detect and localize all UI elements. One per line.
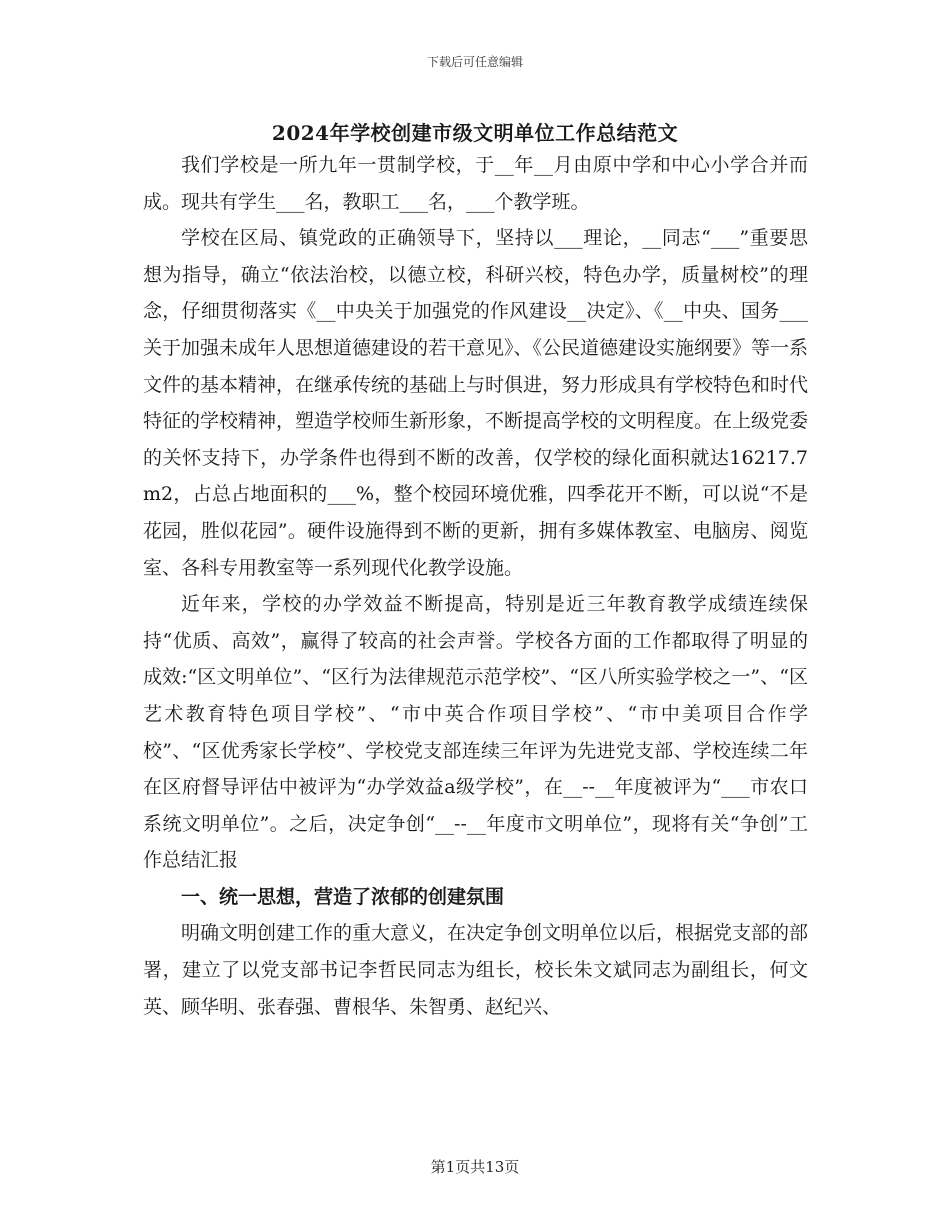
section-heading: 一、统一思想，营造了浓郁的创建氛围: [181, 885, 505, 908]
paragraph-intro: 我们学校是一所九年一贯制学校，于__年__月由原中学和中心小学合并而成。现共有学生___名，教职工___名，___个教学班。: [143, 154, 808, 213]
paragraph-section-1: 明确文明创建工作的重大意义，在决定争创文明单位以后，根据党支部的部署，建立了以党支部书记李哲民同志为组长，校长朱文斌同志为副组长，何文英、顾华明、张春强、曹根华、朱智勇、赵纪兴、: [143, 922, 809, 1018]
document-body: [143, 147, 808, 1025]
paragraph-leadership: 学校在区局、镇党政的正确领导下，坚持以___理论，__同志“___”重要思想为指导，确立“依法治校，以德立校，科研兴校，特色办学，质量树校”的理念，仔细贯彻落实《__中央关于加强党的作风建设__决定》、《__中央、国务___关于加强未成年人思想道德建设的若干意见》、《公民道德建设实施纲要》等一系文件的基本精神，在继承传统的基础上与时俱进，努力形成具有学校特色和时代特征的学校精神，塑造学校师生新形象，不断提高学校的文明程度。在上级党委的关怀支持下，办学条件也得到不断的改善，仅学校的绿化面积就达16217.7m2，占总占地面积的___%，整个校园环境优雅，四季花开不断，可以说“不是花园，胜似花园”。硬件设施得到不断的更新，拥有多媒体教室、电脑房、阅览室、各科专用教室等一系列现代化教学设施。: [143, 227, 809, 579]
document-title: 2024年学校创建市级文明单位工作总结范文: [271, 121, 679, 145]
page-header-note: 下载后可任意编辑: [426, 55, 523, 69]
page-number: 第1页共13页: [430, 1158, 520, 1176]
paragraph-achievements: 近年来，学校的办学效益不断提高，特别是近三年教育教学成绩连续保持“优质、高效”，赢得了较高的社会声誉。学校各方面的工作都取得了明显的成效:“区文明单位”、“区行为法律规范示范学校”、“区八所实验学校之一”、“区艺术教育特色项目学校”、“市中英合作项目学校”、“市中美项目合作学校”、“区优秀家长学校”、学校党支部连续三年评为先进党支部、学校连续二年在区府督导评估中被评为“办学效益a级学校”，在__--__年度被评为“___市农口系统文明单位”。之后，决定争创“__--__年度市文明单位”，现将有关“争创”工作总结汇报: [143, 593, 808, 872]
